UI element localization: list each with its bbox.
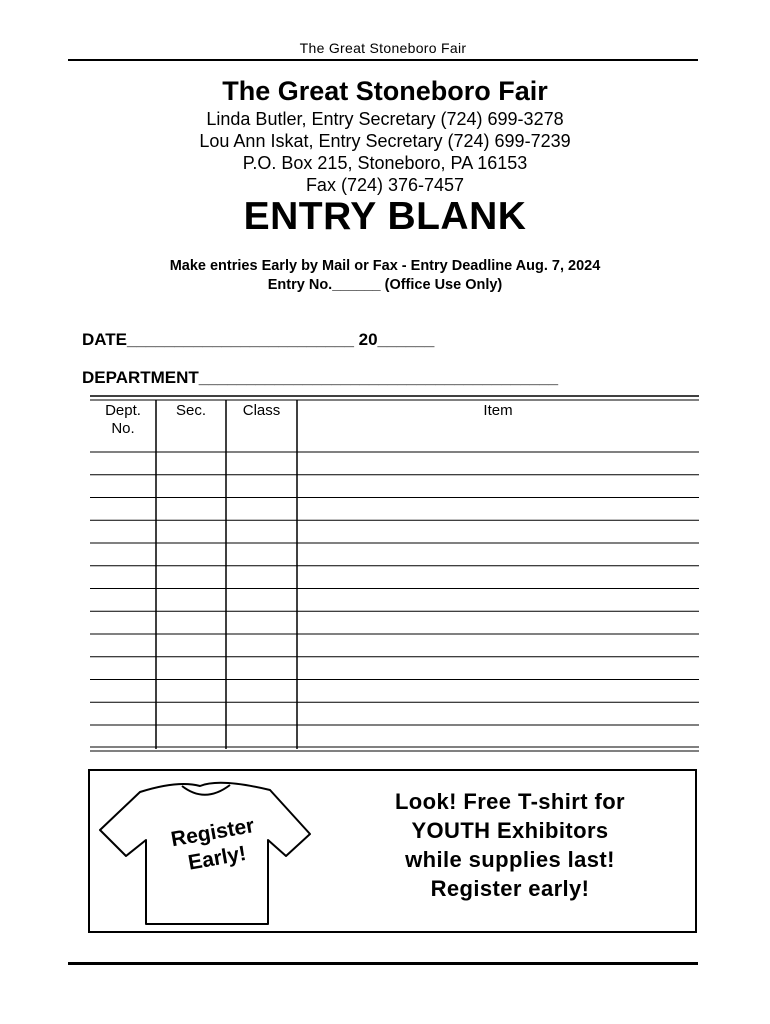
promo-message <box>325 787 695 903</box>
deadline-text: Make entries Early by Mail or Fax - Entry Deadline Aug. 7, 2024 <box>169 258 601 274</box>
entry-number-text: Entry No.______ (Office Use Only) <box>267 277 503 293</box>
col-header-class: Class <box>242 402 281 419</box>
date-field[interactable]: DATE________________________ 20______ <box>82 330 435 349</box>
footer-rule <box>68 962 698 965</box>
fair-title: The Great Stoneboro Fair <box>222 76 548 106</box>
promo-line: Look! Free T-shirt for <box>394 789 626 814</box>
contact-line: Linda Butler, Entry Secretary (724) 699-3278 <box>206 109 564 129</box>
department-field[interactable]: DEPARTMENT______________________________________ <box>82 368 559 387</box>
shirt-text: Register Early! <box>169 814 257 875</box>
promo-line: Register early! <box>430 876 590 901</box>
instructions <box>0 257 770 295</box>
col-header-dept: Dept. No. <box>105 402 141 437</box>
contact-line: P.O. Box 215, Stoneboro, PA 16153 <box>242 153 528 173</box>
header-rule <box>68 59 698 61</box>
contact-line: Lou Ann Iskat, Entry Secretary (724) 699-7239 <box>199 131 571 151</box>
entry-table <box>90 395 699 752</box>
running-header: The Great Stoneboro Fair <box>299 40 467 56</box>
contact-line: Fax (724) 376-7457 <box>305 175 465 195</box>
form-title: ENTRY BLANK <box>243 195 527 238</box>
promo-line: while supplies last! <box>405 847 615 872</box>
entry-table-grid <box>90 395 699 752</box>
contact-block <box>0 108 770 196</box>
col-header-sec: Sec. <box>175 402 206 419</box>
promo-line: YOUTH Exhibitors <box>411 818 609 843</box>
col-header-item: Item <box>483 402 513 419</box>
